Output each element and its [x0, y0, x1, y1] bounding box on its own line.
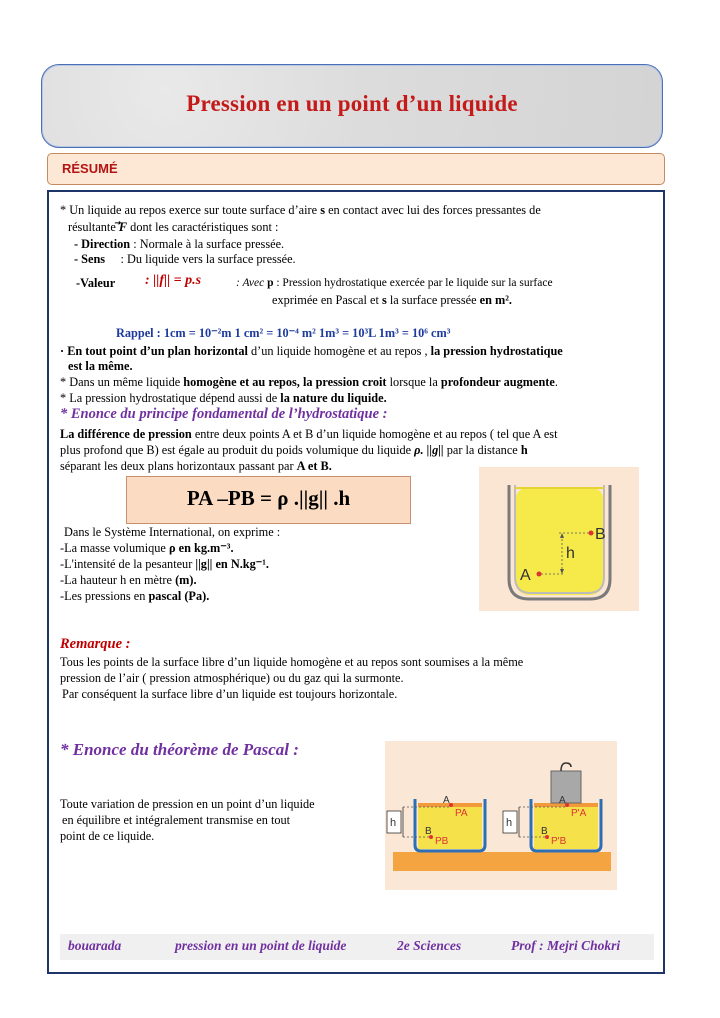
intro-line-1: * Un liquide au repos exerce sur toute surface d’aire s en contact avec lui des forces pressantes de	[60, 203, 541, 217]
footer	[60, 934, 654, 960]
title-banner	[41, 64, 663, 148]
si-pressure: -Les pressions en pascal (Pa).	[60, 589, 210, 603]
point-a	[537, 572, 542, 577]
point-horizontal-plane: · En tout point d’un plan horizontal d’un liquide homogène et au repos , la pression hydrostatique	[60, 344, 563, 358]
section-header	[47, 153, 665, 185]
principle-heading: * Enonce du principe fondamental de l’hydrostatique :	[60, 406, 388, 422]
svg-text:P'B: P'B	[551, 836, 567, 847]
page-title: Pression en un point d’un liquide	[186, 91, 518, 116]
section-label: RÉSUMÉ	[62, 161, 118, 176]
si-height: -La hauteur h en mètre (m).	[60, 573, 197, 587]
si-gravity: -L'intensité de la pesanteur ||g|| en N.kg⁻¹.	[60, 557, 270, 571]
svg-text:B: B	[541, 826, 548, 837]
footer-school: bouarada	[68, 938, 122, 953]
weight-icon	[551, 771, 581, 803]
rappel-line: Rappel : 1cm = 10⁻²m 1 cm² = 10⁻⁴ m² 1m³ = 10³L 1m³ = 10⁶ cm³	[116, 326, 451, 340]
svg-text:P'A: P'A	[571, 808, 587, 819]
point-b	[589, 531, 594, 536]
point-depth: * Dans un même liquide homogène et au repos, la pression croit lorsque la profondeur augmente.	[60, 375, 558, 389]
hydrostatic-formula: PA –PB = ρ .||g|| .h	[126, 476, 411, 524]
valeur-description-2: exprimée en Pascal et s la surface pressée en m².	[272, 293, 513, 307]
label-b: B	[595, 526, 606, 543]
valeur-line: -Valeur	[76, 276, 116, 290]
si-density: -La masse volumique ρ en kg.m⁻³.	[60, 541, 234, 555]
pascal-line-2: en équilibre et intégralement transmise en tout	[62, 813, 291, 827]
svg-text:h: h	[506, 817, 513, 829]
valeur-description: : Avec p : Pression hydrostatique exercée par le liquide sur la surface	[236, 277, 553, 289]
hydrostatic-figure	[479, 467, 639, 611]
direction-line: - Direction : Normale à la surface pressée.	[74, 237, 285, 251]
table-surface	[393, 852, 611, 871]
valeur-formula: : ||f|| = p.s	[145, 273, 202, 288]
svg-text:A: A	[559, 795, 566, 806]
pascal-figure	[385, 741, 617, 890]
footer-teacher: Prof : Mejri Chokri	[511, 938, 621, 953]
remarque-heading: Remarque :	[60, 636, 131, 652]
pascal-heading: * Enonce du théorème de Pascal :	[60, 740, 299, 759]
si-intro: Dans le Système International, on exprime :	[64, 525, 281, 539]
label-a: A	[520, 567, 531, 584]
svg-text:B: B	[425, 826, 432, 837]
intro-line-2: résultante F dont les caractéristiques sont :	[68, 220, 279, 234]
point-nature: * La pression hydrostatique dépend aussi de la nature du liquide.	[60, 391, 387, 405]
label-h: h	[566, 545, 575, 562]
container-diagram	[479, 467, 639, 611]
footer-topic: pression en un point de liquide	[175, 938, 347, 953]
principle-line-1: La différence de pression entre deux points A et B d’un liquide homogène et au repos ( tel que A est	[60, 427, 558, 441]
sens-line: - Sens : Du liquide vers la surface pressée.	[74, 252, 296, 266]
remarque-line-2: pression de l’air ( pression atmosphérique) ou du gaz qui la surmonte.	[60, 671, 404, 685]
remarque-line-1: Tous les points de la surface libre d’un liquide homogène et au repos sont soumises a la même	[60, 655, 524, 669]
point-horizontal-plane-2: est la même.	[68, 359, 133, 373]
pascal-line-1: Toute variation de pression en un point d’un liquide	[60, 797, 315, 811]
pascal-line-3: point de ce liquide.	[60, 829, 155, 843]
svg-text:PB: PB	[435, 836, 449, 847]
principle-line-2: plus profond que B) est égale au produit du poids volumique du liquide ρ. ||g|| par la distance h	[60, 443, 528, 457]
remarque-line-3: Par conséquent la surface libre d’un liquide est toujours horizontale.	[62, 687, 398, 701]
principle-line-3: séparant les deux plans horizontaux passant par A et B.	[60, 459, 332, 473]
pascal-diagram	[385, 741, 617, 890]
footer-level: 2e Sciences	[397, 938, 462, 953]
svg-text:h: h	[390, 817, 397, 829]
svg-text:PA: PA	[455, 808, 468, 819]
svg-text:A: A	[443, 795, 450, 806]
